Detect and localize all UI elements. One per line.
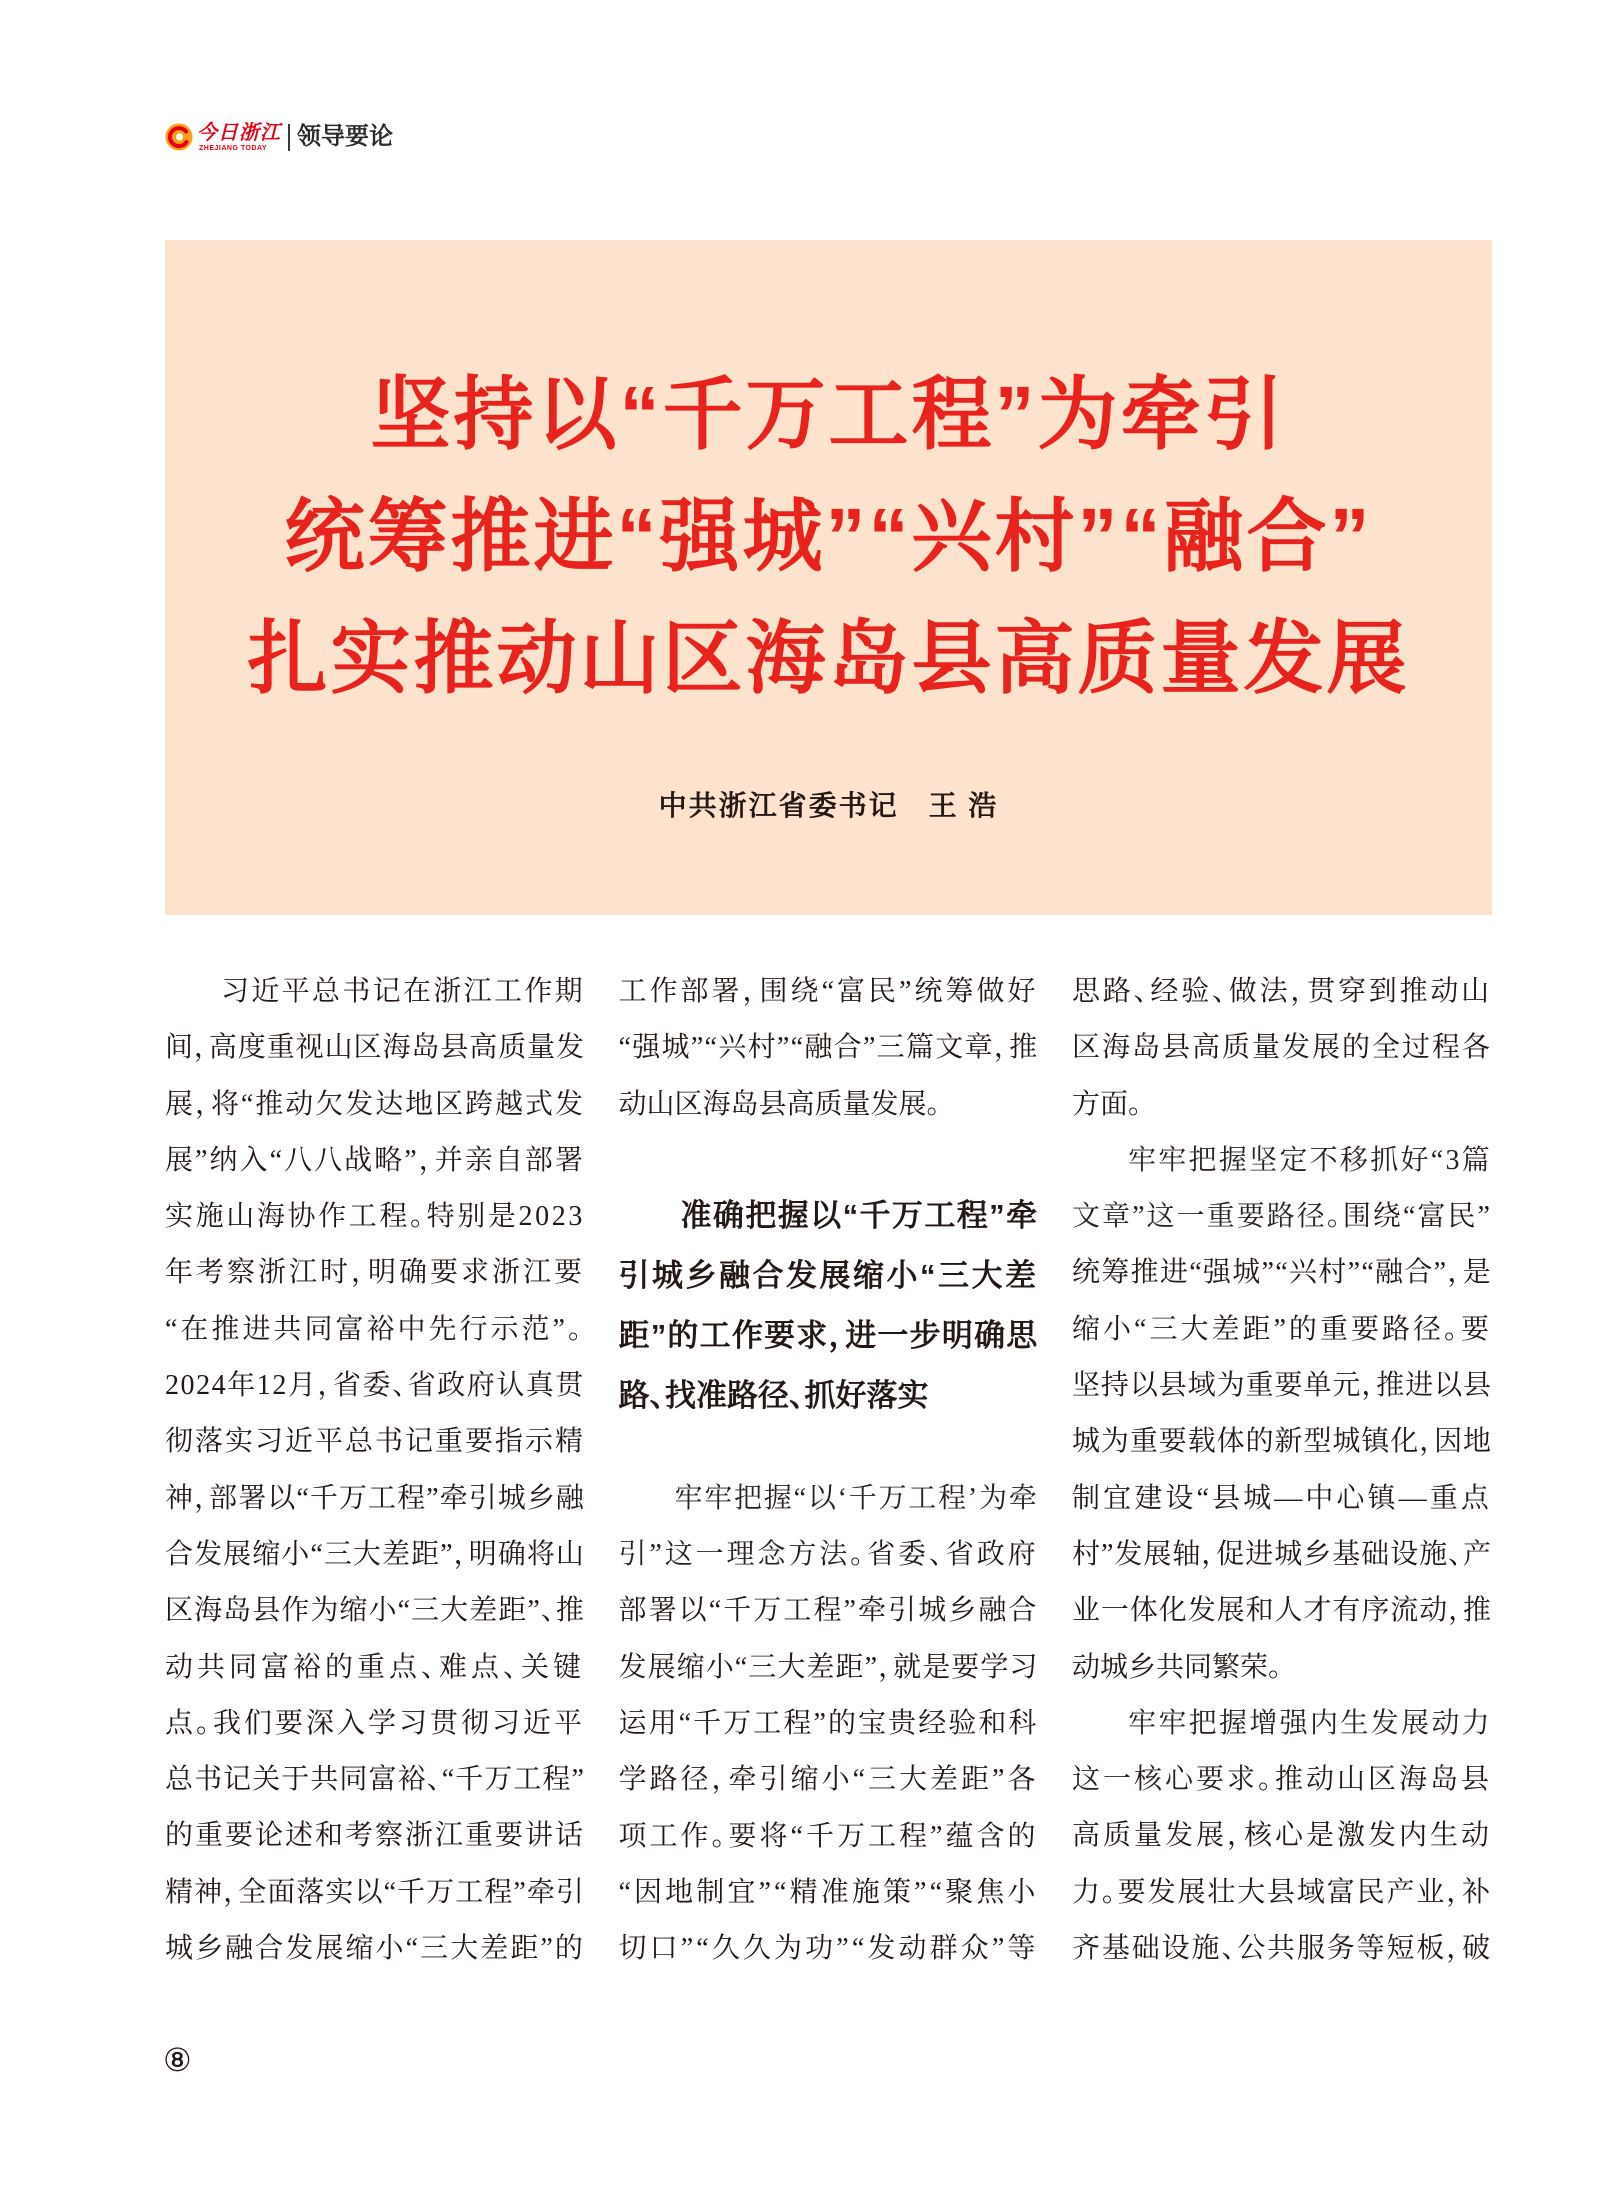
title-line: 统筹推进“强城”“兴村”“融合”: [284, 492, 1373, 581]
text-line: 统筹推进“强城”“兴村”“融合”，是: [1072, 1257, 1492, 1289]
text-line: [619, 1527, 1039, 1583]
text-line: 神，部署以“千万工程”牵引城乡融: [165, 1482, 585, 1514]
text-line: “因地制宜”“精准施策”“聚焦小: [618, 1876, 1039, 1908]
text-line: 动山区海岛县高质量发展。: [618, 1088, 941, 1120]
text-line: 彻落实习近平总书记重要指示精: [165, 1426, 585, 1458]
title-line: 扎实推动山区海岛县高质量发展: [247, 614, 1410, 703]
header-divider: [288, 124, 290, 151]
text-line: “强城”“兴村”“融合”三篇文章，推: [618, 1032, 1039, 1064]
text-line: [619, 1471, 1039, 1527]
text-line: 合发展缩小“三大差距”，明确将山: [165, 1538, 585, 1570]
text-line: [1072, 1133, 1492, 1189]
text-column-2: [619, 964, 1039, 1978]
text-line: 力。要发展壮大县域富民产业，补: [1072, 1876, 1492, 1908]
text-line: [1072, 1189, 1492, 1245]
lead-phrase: 牢牢把握“以‘千万工程’为牵: [674, 1482, 1039, 1514]
text-line: 展”纳入“八八战略”，并亲自部署: [165, 1144, 585, 1176]
paragraph: [165, 964, 585, 1977]
text-line: 切口”“久久为功”“发动群众”等: [618, 1933, 1039, 1965]
heading-line: 准确把握以“千万工程”牵: [680, 1197, 1039, 1233]
title-banner: [165, 240, 1492, 915]
lead-phrase: 牢牢把握增强内生发展动力: [1128, 1707, 1492, 1739]
text-line: 学路径，牵引缩小“三大差距”各: [618, 1764, 1039, 1796]
text-line: 的重要论述和考察浙江重要讲话: [165, 1820, 585, 1852]
article-columns: [165, 964, 1492, 1978]
page-number: ⑧: [163, 2041, 192, 2079]
text-run: 推动山区海岛县: [1275, 1764, 1492, 1796]
text-line: 2024年12月，省委、省政府认真贯: [165, 1370, 585, 1402]
title-line: 坚持以“千万工程”为牵引: [370, 370, 1287, 459]
paragraph: [1072, 964, 1492, 1133]
text-line: 思路、经验、做法，贯穿到推动山: [1072, 976, 1492, 1007]
text-line: [1072, 1696, 1492, 1752]
text-line: 动城乡共同繁荣。: [1072, 1651, 1283, 1683]
text-run: 围绕“富民”: [1342, 1201, 1492, 1233]
text-line: 坚持以县域为重要单元，推进以县: [1072, 1370, 1492, 1402]
text-line: 习近平总书记在浙江工作期: [221, 976, 585, 1007]
text-line: 间，高度重视山区海岛县高质量发: [165, 1032, 585, 1064]
text-line: 展，将“推动欠发达地区跨越式发: [165, 1088, 585, 1120]
paragraph: [619, 964, 1039, 1133]
paragraph: [1072, 1133, 1492, 1696]
magazine-logo-subtext: ZHEJIANG TODAY: [199, 145, 268, 152]
text-line: 制宜建设“县城—中心镇—重点: [1072, 1482, 1492, 1514]
text-line: 城为重要载体的新型城镇化，因地: [1072, 1426, 1492, 1458]
paragraph: [619, 1471, 1039, 1978]
text-line: 动共同富裕的重点、难点、关键: [165, 1651, 585, 1683]
lead-phrase: 这一核心要求。: [1072, 1764, 1275, 1796]
text-column-3: [1072, 964, 1492, 1978]
text-line: 高质量发展，核心是激发内生动: [1072, 1820, 1492, 1852]
lead-phrase: 引”这一理念方法。: [618, 1539, 868, 1571]
text-line: 村”发展轴，促进城乡基础设施、产: [1072, 1538, 1492, 1570]
text-line: “在推进共同富裕中先行示范”。: [165, 1313, 585, 1345]
heading-line: 引城乡融合发展缩小“三大差: [618, 1257, 1039, 1293]
text-line: 点。我们要深入学习贯彻习近平: [165, 1707, 585, 1739]
text-line: 运用“千万工程”的宝贵经验和科: [618, 1708, 1039, 1740]
lead-phrase: 牢牢把握坚定不移抓好“3篇: [1128, 1144, 1492, 1176]
text-line: 实施山海协作工程。特别是2023: [165, 1201, 585, 1233]
text-line: 精神，全面落实以“千万工程”牵引: [165, 1876, 585, 1908]
text-line: 发展缩小“三大差距”，就是要学习: [618, 1651, 1039, 1683]
text-line: 部署以“千万工程”牵引城乡融合: [618, 1595, 1039, 1627]
section-heading: [619, 1186, 1039, 1426]
text-line: 城乡融合发展缩小“三大差距”的: [165, 1933, 585, 1965]
author-title: 中共浙江省委书记: [658, 790, 899, 821]
author-name: 王 浩: [928, 790, 999, 821]
text-line: 缩小“三大差距”的重要路径。要: [1072, 1313, 1492, 1345]
text-line: 工作部署，围绕“富民”统筹做好: [618, 976, 1039, 1007]
text-line: 区海岛县高质量发展的全过程各: [1072, 1032, 1492, 1064]
article-title: [165, 354, 1492, 720]
section-label: 领导要论: [297, 123, 393, 150]
text-line: 项工作。要将“千万工程”蕴含的: [618, 1820, 1039, 1852]
text-run: 省委、省政府: [867, 1539, 1039, 1571]
byline: [165, 786, 1492, 826]
text-line: 年考察浙江时，明确要求浙江要: [165, 1257, 585, 1289]
heading-line: 路、找准路径、抓好落实: [618, 1377, 929, 1413]
heading-line: 距”的工作要求，进一步明确思: [618, 1317, 1039, 1353]
text-line: 区海岛县作为缩小“三大差距”、推: [165, 1595, 585, 1627]
text-line: 齐基础设施、公共服务等短板，破: [1072, 1933, 1492, 1965]
text-line: 总书记关于共同富裕、“千万工程”: [165, 1764, 585, 1796]
text-line: 方面。: [1072, 1088, 1143, 1120]
lead-phrase: 文章”这一重要路径。: [1072, 1201, 1343, 1233]
text-line: 业一体化发展和人才有序流动，推: [1072, 1595, 1492, 1627]
magazine-logo-text: 今日浙江: [197, 120, 281, 144]
text-column-1: [165, 964, 585, 1978]
text-line: [1072, 1752, 1492, 1808]
zhejiang-today-logo-icon: [164, 122, 194, 152]
paragraph: [1072, 1696, 1492, 1977]
